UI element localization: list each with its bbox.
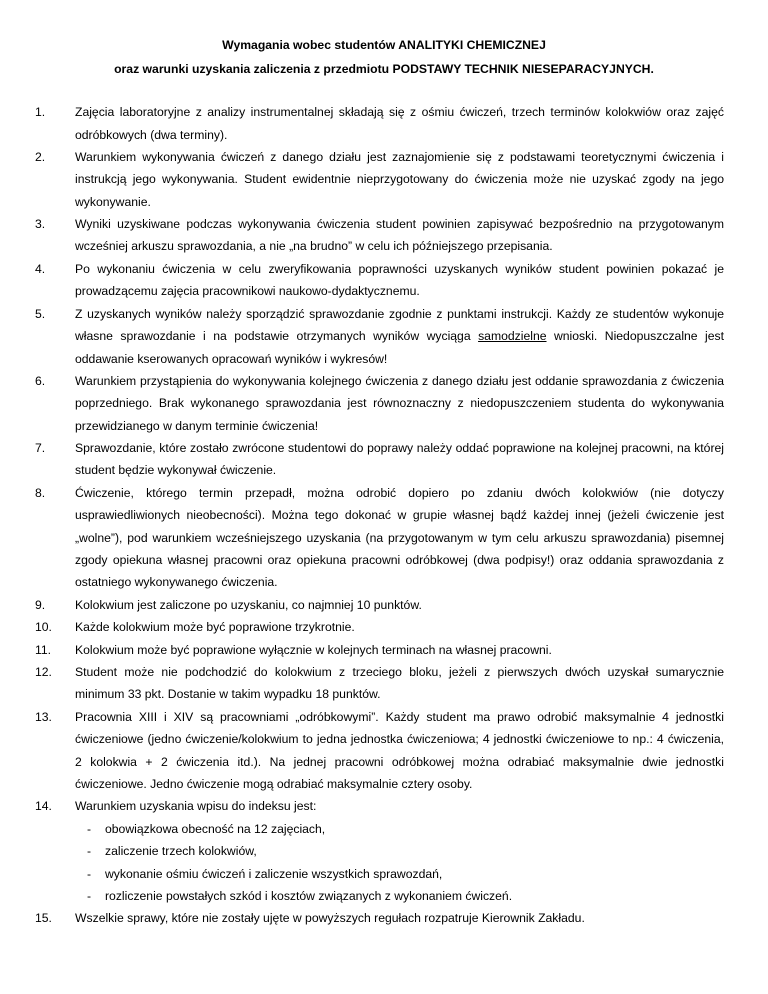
sub-list-item: obowiązkowa obecność na 12 zajęciach,	[105, 822, 326, 836]
item-line: odróbkowych (dwa terminy).	[75, 128, 228, 142]
item-number: 8.	[35, 486, 46, 500]
heading-emphasis: PODSTAWY TECHNIK NIESEPARACYJNYCH	[392, 62, 651, 76]
underlined-word: samodzielne	[478, 329, 547, 343]
item-number: 13.	[35, 710, 52, 724]
heading-text: .	[650, 62, 654, 76]
item-line: ostatniego wykonywanego ćwiczenia.	[75, 575, 278, 589]
item-line: własne sprawozdanie i na podstawie otrzymanych wyników wyciąga samodzielne wnioski. Niedopuszczalne jest	[75, 329, 724, 343]
item-line: Wszelkie sprawy, które nie zostały ujęte w powyższych regułach rozpatruje Kierownik Zakładu.	[75, 911, 585, 925]
item-line: Kolokwium jest zaliczone po uzyskaniu, co najmniej 10 punktów.	[75, 598, 422, 612]
item-line: wykonywanie.	[75, 195, 151, 209]
dash-bullet: -	[87, 844, 92, 858]
item-number: 15.	[35, 911, 52, 925]
item-line: usprawiedliwionych nieobecności). Można tego dokonać w grupie własnej bądź każdej innej (jeżeli ćwiczenie jest	[75, 508, 724, 522]
item-line: ćwiczeniowe. Jedno ćwiczenie mogą odrabiać maksymalnie cztery osoby.	[75, 777, 473, 791]
item-line: Wyniki uzyskiwane podczas wykonywania ćwiczenia student powinien zapisywać bezpośrednio na przygotowanym	[75, 217, 724, 231]
item-line: przewidzianego w danym terminie ćwiczenia!	[75, 419, 319, 433]
heading-line-1	[0, 38, 768, 52]
item-number: 12.	[35, 665, 52, 679]
item-line: poprzedniego. Brak wykonanego sprawozdania jest równoznaczny z niedopuszczeniem studenta do wykonywania	[75, 396, 724, 410]
item-line: ćwiczeniowe (jedno ćwiczenie/kolokwium to jedna jednostka ćwiczeniowa; 4 jednostki ćwiczeniowe to np.: 4 ćwiczenia,	[75, 732, 724, 746]
item-number: 3.	[35, 217, 46, 231]
item-number: 1.	[35, 105, 46, 119]
item-line: Ćwiczenie, którego termin przepadł, można odrobić dopiero po zdaniu dwóch kolokwiów (nie dotyczy	[75, 486, 724, 500]
heading-emphasis: ANALITYKI CHEMICZNEJ	[398, 38, 546, 52]
sub-list-item: rozliczenie powstałych szkód i kosztów związanych z wykonaniem ćwiczeń.	[105, 889, 513, 903]
item-line: instrukcją jego wykonywania. Student ewidentnie nieprzygotowany do ćwiczenia może nie uzyskać zgody na jego	[75, 172, 724, 186]
item-line: „wolne”), pod warunkiem wcześniejszego uzyskania (na przygotowanym w tym celu arkuszu sprawozdania) pisemnej	[75, 531, 724, 545]
sub-list-item: wykonanie ośmiu ćwiczeń i zaliczenie wszystkich sprawozdań,	[105, 867, 443, 881]
item-number: 2.	[35, 150, 46, 164]
item-line: Student może nie podchodzić do kolokwium z trzeciego bloku, jeżeli z pierwszych dwóch uzyskał sumarycznie	[75, 665, 724, 679]
item-line: Warunkiem uzyskania wpisu do indeksu jest:	[75, 799, 317, 813]
item-number: 7.	[35, 441, 46, 455]
item-line: Zajęcia laboratoryjne z analizy instrumentalnej składają się z ośmiu ćwiczeń, trzech terminów kolokwiów oraz zajęć	[75, 105, 724, 119]
item-line: Sprawozdanie, które zostało zwrócone studentowi do poprawy należy oddać poprawione na kolejnej pracowni, na której	[75, 441, 724, 455]
sub-list-item: zaliczenie trzech kolokwiów,	[105, 844, 257, 858]
item-number: 5.	[35, 307, 46, 321]
item-line: prowadzącemu zajęcia pracownikowi naukowo-dydaktycznemu.	[75, 284, 420, 298]
item-line: zgody opiekuna własnej pracowni oraz opiekuna pracowni odróbkowej (dwa podpisy!) oraz oddania sprawozdania z	[75, 553, 724, 567]
item-number: 6.	[35, 374, 46, 388]
dash-bullet: -	[87, 889, 92, 903]
item-number: 10.	[35, 620, 52, 634]
item-line: minimum 33 pkt. Dostanie w takim wypadku 18 punktów.	[75, 687, 381, 701]
heading-text: oraz warunki uzyskania zaliczenia z przedmiotu	[114, 62, 393, 76]
item-line: Kolokwium może być poprawione wyłącznie w kolejnych terminach na własnej pracowni.	[75, 643, 552, 657]
heading-line-2	[0, 62, 768, 76]
item-line: student będzie wykonywał ćwiczenie.	[75, 463, 277, 477]
item-line: Po wykonaniu ćwiczenia w celu zweryfikowania poprawności uzyskanych wyników student powinien pokazać je	[75, 262, 724, 276]
item-number: 4.	[35, 262, 46, 276]
item-number: 14.	[35, 799, 52, 813]
item-number: 9.	[35, 598, 46, 612]
item-line: Pracownia XIII i XIV są pracowniami „odróbkowymi”. Każdy student ma prawo odrobić maksymalnie 4 jednostki	[75, 710, 724, 724]
heading-text: Wymagania wobec studentów	[222, 38, 399, 52]
item-line: Warunkiem wykonywania ćwiczeń z danego działu jest zaznajomienie się z podstawami teoretycznymi ćwiczenia i	[75, 150, 724, 164]
item-line: Każde kolokwium może być poprawione trzykrotnie.	[75, 620, 355, 634]
dash-bullet: -	[87, 822, 92, 836]
item-line: Warunkiem przystąpienia do wykonywania kolejnego ćwiczenia z danego działu jest oddanie sprawozdania z ćwiczenia	[75, 374, 724, 388]
item-line: wcześniej arkuszu sprawozdania, a nie „na brudno” w celu ich późniejszego przepisania.	[75, 239, 553, 253]
item-line: 2 kolokwia + 2 ćwiczenia itd.). Na jednej pracowni odróbkowej można odrabiać maksymalnie dwie jednostki	[75, 755, 724, 769]
item-line: oddawanie kserowanych opracowań wyników i wykresów!	[75, 352, 388, 366]
dash-bullet: -	[87, 867, 92, 881]
item-number: 11.	[35, 643, 52, 657]
item-line: Z uzyskanych wyników należy sporządzić sprawozdanie zgodnie z punktami instrukcji. Każdy ze studentów wykonuje	[75, 307, 724, 321]
